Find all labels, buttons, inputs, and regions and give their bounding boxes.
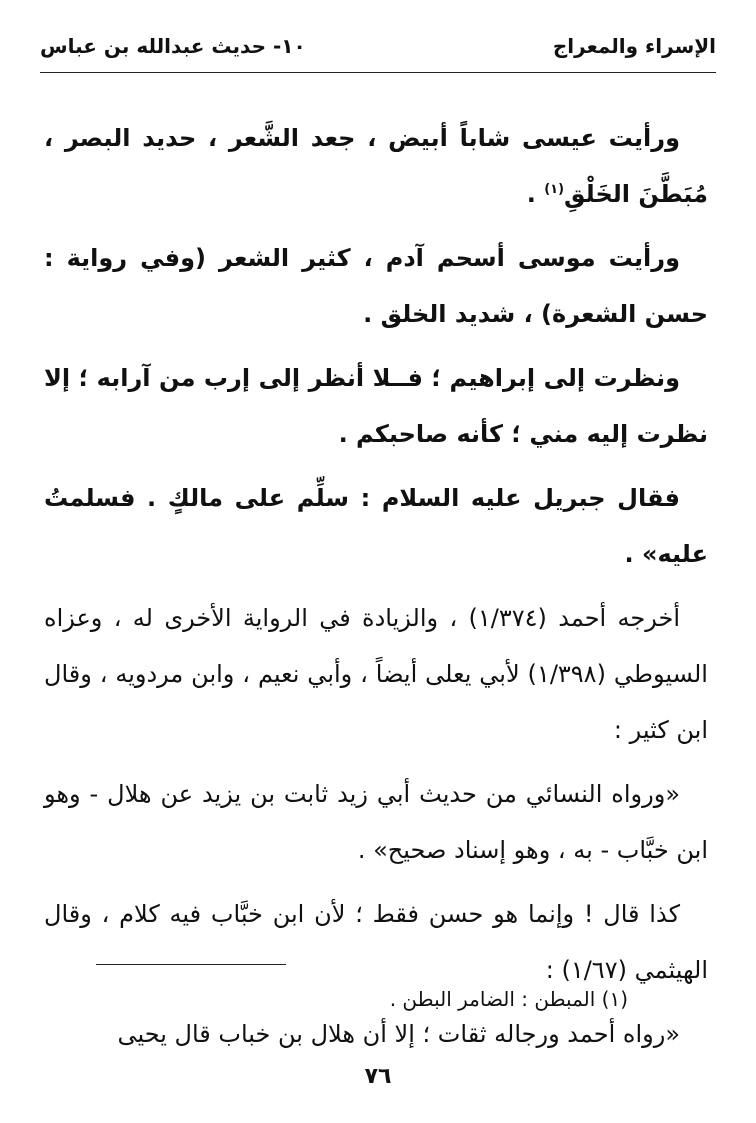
paragraph-4: فقال جبريل عليه السلام : سلِّم على مالكٍ . فسلمتُ عليه» . — [44, 484, 708, 568]
paragraph-1: ورأيت عيسى شاباً أبيض ، جعد الشَّعر ، حديد البصر ، مُبَطَّنَ الخَلْقِ$^{(١)}$ . — [44, 124, 708, 208]
book-title: الإسراء والمعراج — [552, 34, 716, 58]
paragraph-8: «رواه أحمد ورجاله ثقات ؛ إلا أن هلال بن خباب قال يحيى — [117, 1020, 680, 1048]
paragraph-5: أخرجه أحمد (١/٣٧٤) ، والزيادة في الرواية الأخرى له ، وعزاه السيوطي (١/٣٩٨) لأبي يعلى أيضاً ، وأبي نعيم ، وابن مردويه ، وقال ابن كثير : — [44, 604, 708, 744]
footnote: (١) المبطن : الضامر البطن . — [389, 987, 628, 1011]
page-number: ٧٦ — [364, 1064, 392, 1089]
footnote-marker: (١) — [544, 182, 565, 197]
paragraph-7: كذا قال ! وإنما هو حسن فقط ؛ لأن ابن خبَّاب فيه كلام ، وقال الهيثمي (١/٦٧) : — [44, 900, 708, 984]
footnote-divider — [96, 964, 286, 965]
paragraph-6: «ورواه النسائي من حديث أبي زيد ثابت بن يزيد عن هلال - وهو ابن خبَّاب - به ، وهو إسناد صحيح» . — [44, 780, 708, 864]
body-text — [44, 110, 708, 1070]
running-header — [40, 26, 716, 73]
paragraph-3: ونظرت إلى إبراهيم ؛ فــلا أنظر إلى إرب من آرابه ؛ إلا نظرت إليه مني ؛ كأنه صاحبكم . — [44, 364, 708, 448]
chapter-title: ١٠- حديث عبدالله بن عباس — [40, 34, 306, 58]
paragraph-2: ورأيت موسى أسحم آدم ، كثير الشعر (وفي رواية : حسن الشعرة) ، شديد الخلق . — [44, 244, 708, 328]
